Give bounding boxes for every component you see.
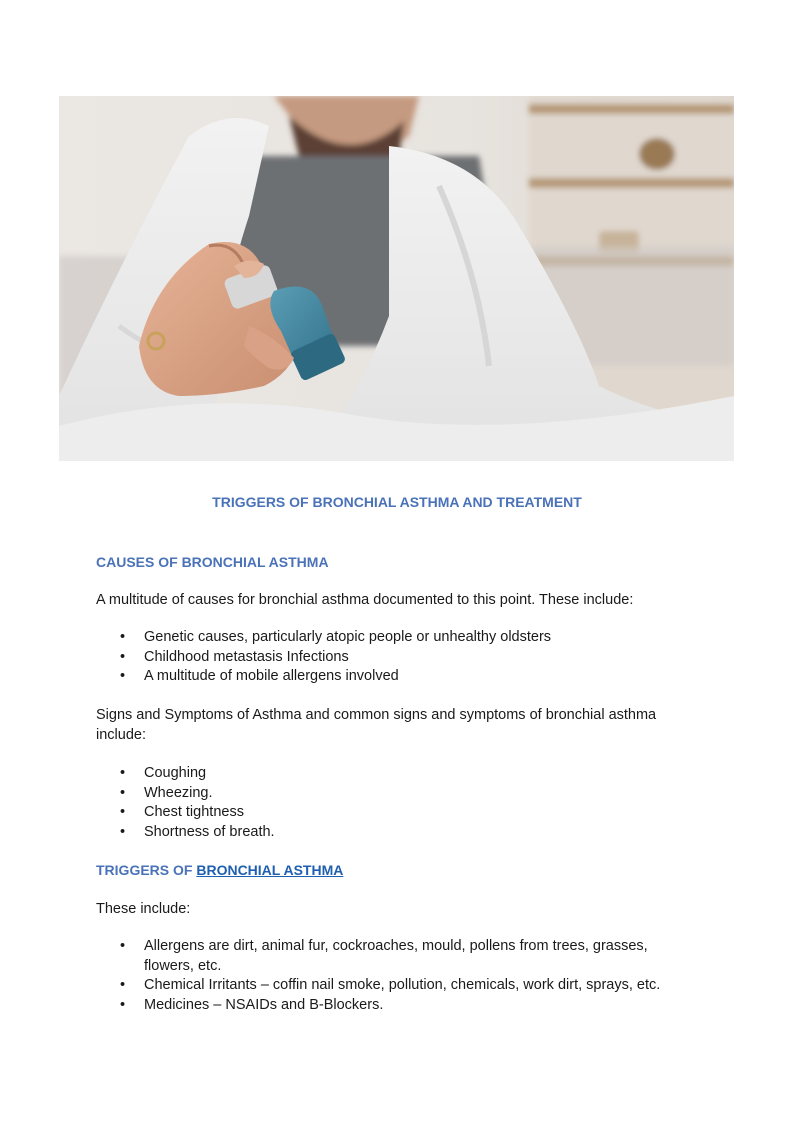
list-item: • Coughing [96,764,696,784]
list-item: • Allergens are dirt, animal fur, cockroaches, mould, pollens from trees, grasses, flowers, etc. [120,938,648,974]
causes-intro: A multitude of causes for bronchial asthma documented to this point. These include: [96,592,634,608]
causes-list [96,628,696,687]
document-title: TRIGGERS OF BRONCHIAL ASTHMA AND TREATMENT [212,494,582,510]
list-item: • Genetic causes, particularly atopic people or unhealthy oldsters [96,628,696,648]
list-item: • Shortness of breath. [96,823,696,843]
triggers-intro: These include: [96,901,191,917]
bullet: • [120,823,126,840]
causes-heading: CAUSES OF BRONCHIAL ASTHMA [96,554,329,570]
triggers-heading [96,862,343,878]
bullet: • [120,629,126,645]
bullet: • [120,804,126,820]
bullet: • [120,784,126,801]
inhaler-photo [59,96,734,461]
symptoms-list [96,764,696,842]
inhaler-photo-illustration [59,96,734,461]
bullet: • [120,648,126,665]
bullet: • [120,938,126,954]
list-item: • A multitude of mobile allergens involved [96,667,696,687]
triggers-list [96,937,686,1015]
list-item: • Wheezing. [96,784,696,804]
bronchial-asthma-link[interactable]: BRONCHIAL ASTHMA [196,862,344,878]
bullet: • [120,765,126,781]
list-item: • Chest tightness [96,803,696,823]
symptoms-intro: Signs and Symptoms of Asthma and common signs and symptoms of bronchial asthma include: [96,707,657,743]
list-item: • Childhood metastasis Infections [96,648,696,668]
triggers-heading-prefix: TRIGGERS OF [96,862,197,878]
bullet: • [120,668,126,684]
bullet: • [120,996,126,1013]
list-item: • Chemical Irritants – coffin nail smoke, pollution, chemicals, work dirt, sprays, etc. [96,976,686,996]
list-item: • Medicines – NSAIDs and B-Blockers. [96,996,686,1016]
bullet: • [120,977,126,993]
